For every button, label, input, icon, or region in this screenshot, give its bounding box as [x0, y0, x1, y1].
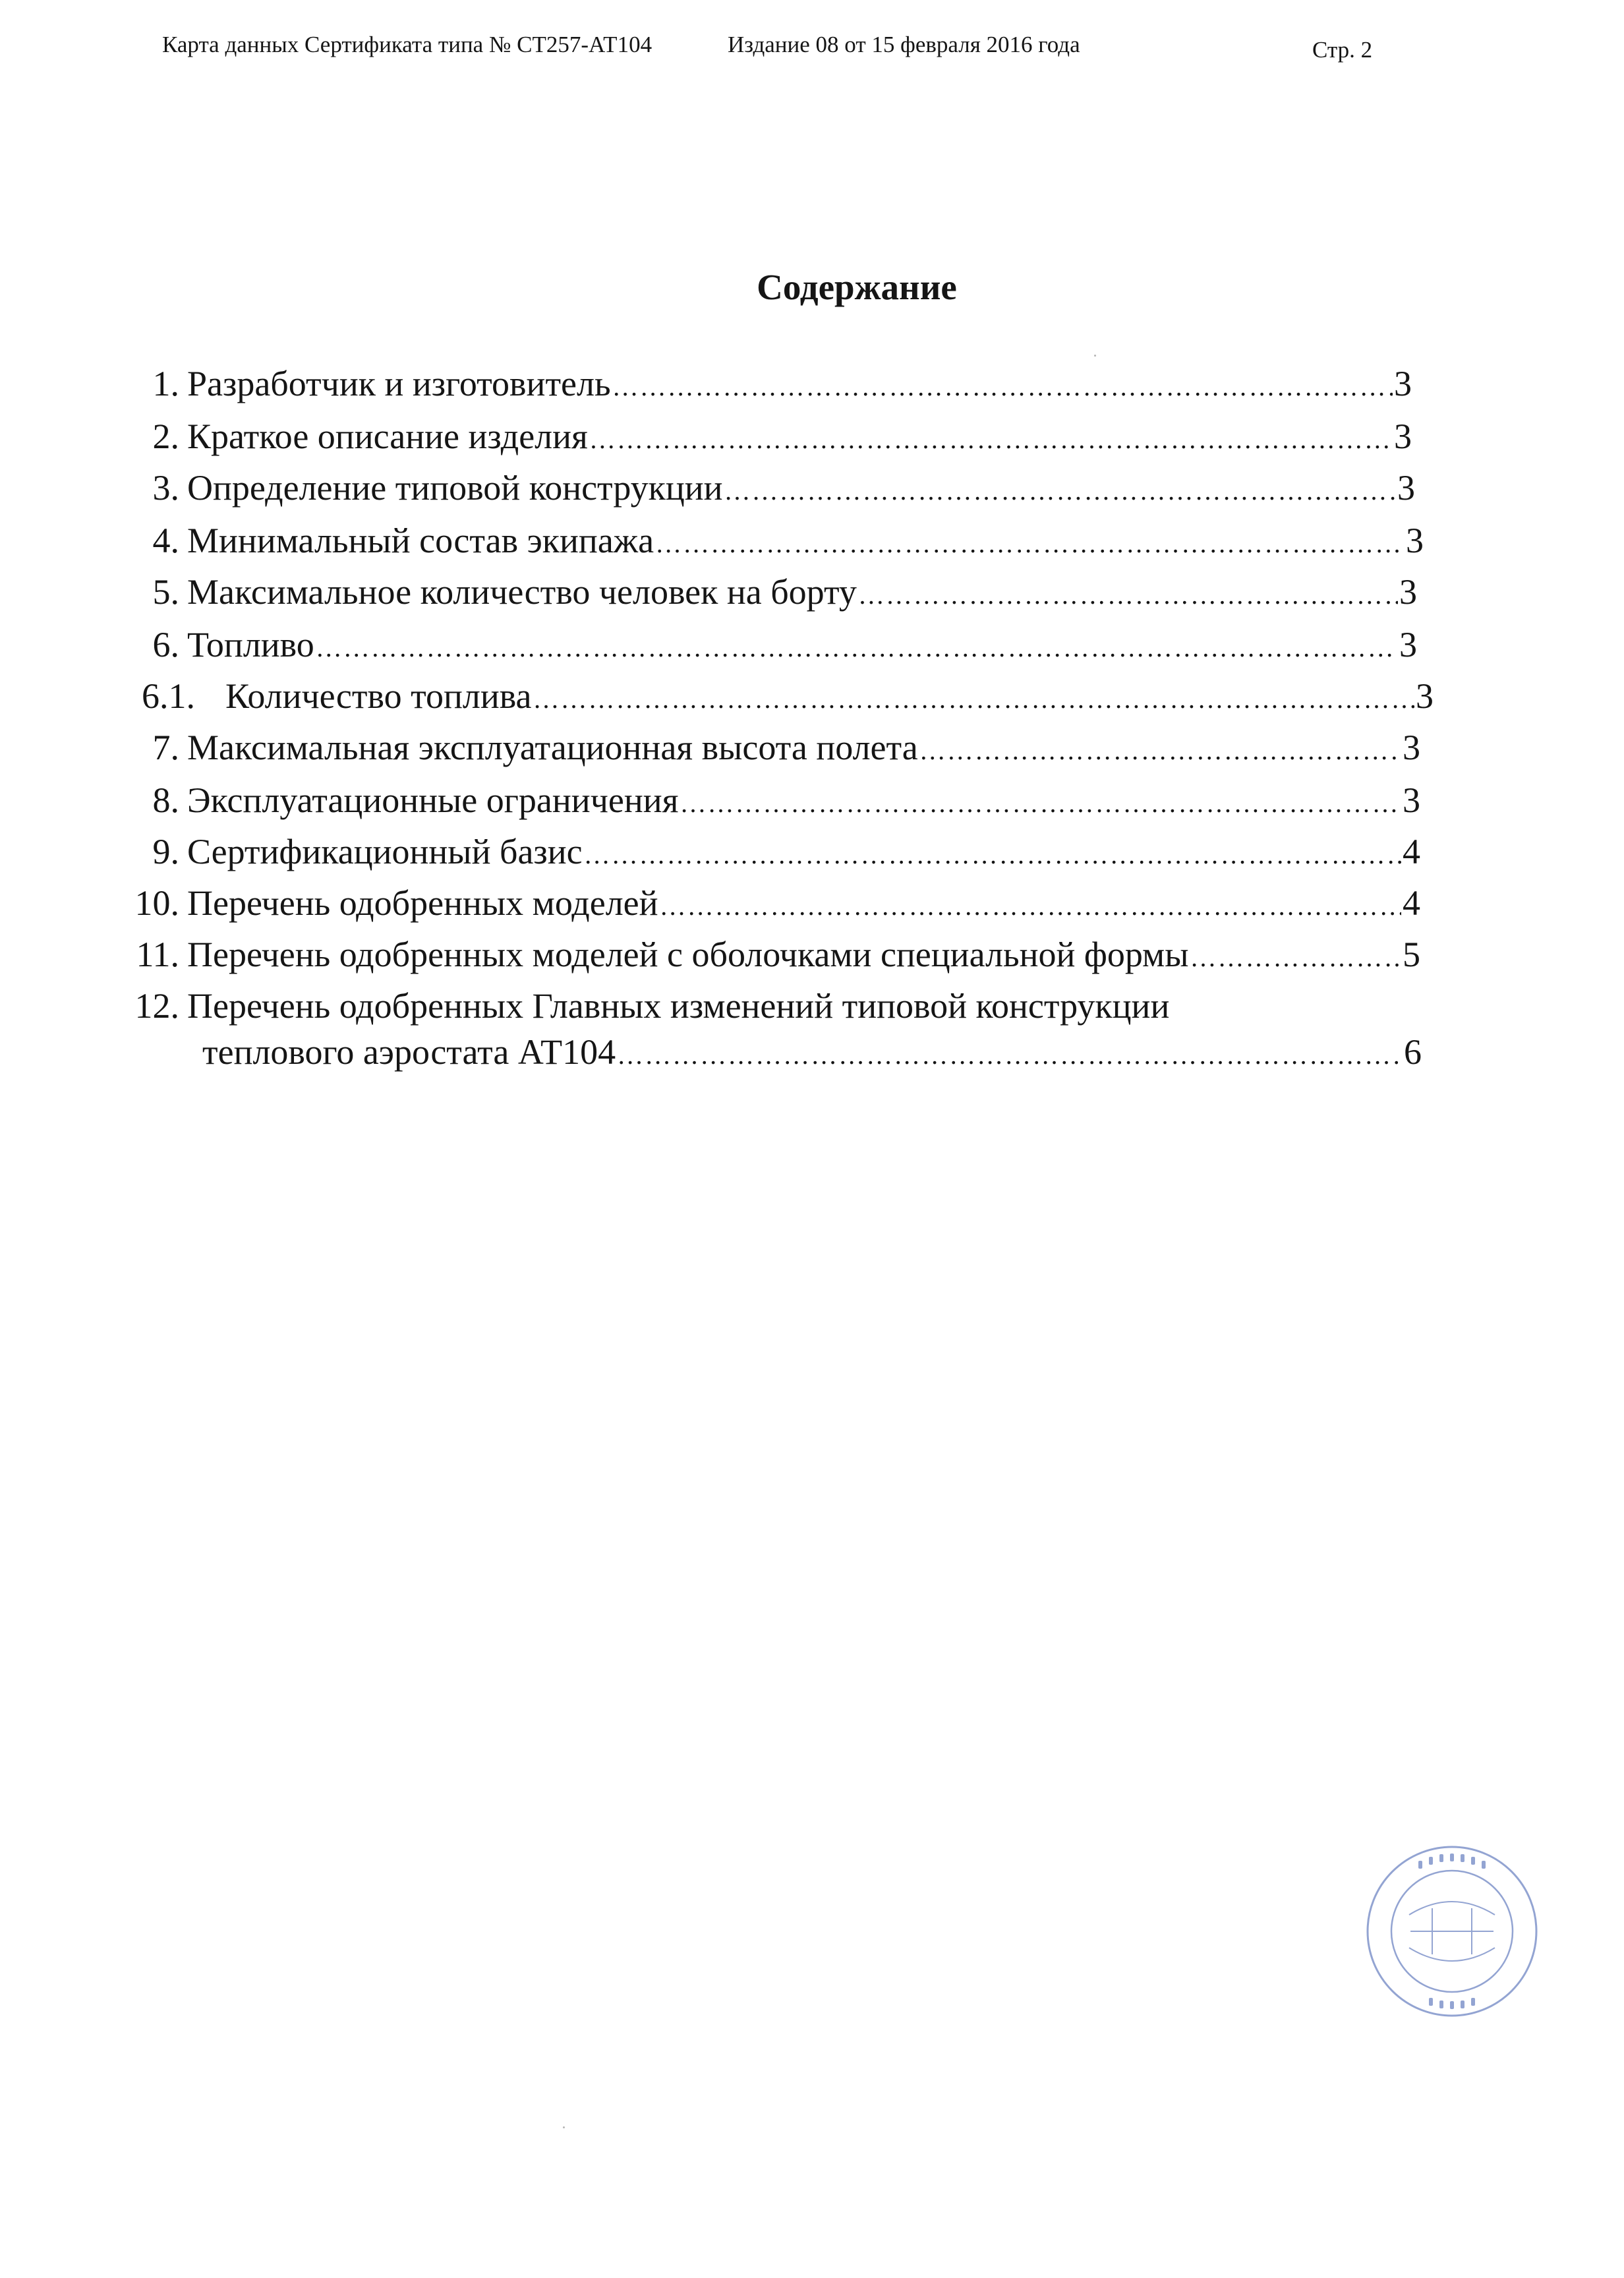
toc-item-title: Эксплуатационные ограничения: [187, 780, 679, 820]
scan-speck: [1094, 355, 1096, 357]
toc-item-title: Перечень одобренных моделей: [187, 883, 658, 923]
page-header: [162, 32, 1381, 65]
toc-dot-leader: [858, 574, 1398, 616]
toc-item-number: 6.1.: [142, 676, 195, 716]
toc-item[interactable]: [127, 624, 1417, 666]
scan-speck: [563, 2126, 565, 2128]
toc-item-number: 4.: [152, 521, 179, 560]
toc-item[interactable]: [127, 571, 1417, 613]
toc-item-title: Разработчик и изготовитель: [187, 364, 611, 403]
toc-item[interactable]: [127, 831, 1420, 873]
toc-heading: Содержание: [757, 267, 957, 307]
toc-dot-leader: [724, 470, 1396, 512]
toc-item-page: 3: [1416, 676, 1434, 716]
toc-item-page: 4: [1403, 883, 1420, 923]
certification-seal-icon: [1363, 1842, 1541, 2020]
toc-dot-leader: [617, 1034, 1403, 1076]
toc-item-page: 3: [1399, 625, 1417, 664]
toc-item-number: 1.: [152, 364, 179, 403]
toc-item[interactable]: [127, 519, 1424, 562]
toc-item-number: 11.: [136, 935, 179, 974]
toc-item-number: 9.: [152, 832, 179, 871]
seal-arc-top: [1409, 1902, 1495, 1915]
toc-dot-leader: [589, 419, 1393, 461]
toc-item-page: 4: [1403, 832, 1420, 871]
toc-dot-leader: [919, 730, 1401, 772]
toc-item-page: 6: [1404, 1032, 1422, 1072]
toc-item-page: 3: [1397, 468, 1415, 508]
toc-item-number: 2.: [152, 417, 179, 456]
toc-item-number: 7.: [152, 728, 179, 767]
header-document-title: Карта данных Сертификата типа № СТ257-АТ104: [162, 32, 652, 57]
toc-item-page: 3: [1394, 364, 1412, 403]
toc-item[interactable]: [127, 467, 1415, 509]
toc-item-title: Топливо: [187, 625, 314, 664]
toc-item-title: Краткое описание изделия: [187, 417, 588, 456]
header-edition: Издание 08 от 15 февраля 2016 года: [728, 32, 1080, 57]
toc-item-title: Определение типовой конструкции: [187, 468, 723, 508]
toc-item-page: 3: [1399, 572, 1417, 612]
toc-item-page: 3: [1394, 417, 1412, 456]
toc-item-title: Максимальная эксплуатационная высота полета: [187, 728, 918, 767]
toc-item[interactable]: [112, 882, 1420, 924]
toc-dot-leader: [612, 366, 1393, 408]
header-page-number: Стр. 2: [1312, 37, 1373, 63]
toc-item[interactable]: [112, 985, 1422, 1077]
toc-item-title: Перечень одобренных моделей с оболочками специальной формы: [187, 935, 1189, 974]
toc-dot-leader: [533, 678, 1414, 720]
toc-item-title: Сертификационный базис: [187, 832, 583, 871]
toc-item[interactable]: [127, 779, 1420, 821]
toc-dot-leader: [680, 782, 1401, 825]
toc-item-title: Количество топлива: [225, 676, 532, 716]
toc-dot-leader: [660, 885, 1401, 927]
toc-item[interactable]: [142, 675, 1434, 717]
toc-item-title: Максимальное количество человек на борту: [187, 572, 857, 612]
table-of-contents: [0, 349, 1624, 1140]
toc-item-number: 10.: [134, 883, 179, 923]
toc-dot-leader: [316, 627, 1398, 669]
toc-item-title: Минимальный состав экипажа: [187, 521, 654, 560]
toc-item-number: 5.: [152, 572, 179, 612]
toc-item-title-line2: теплового аэростата АТ104: [202, 1032, 616, 1072]
toc-item[interactable]: [127, 726, 1420, 769]
toc-item-page: 5: [1403, 935, 1420, 974]
toc-item[interactable]: [112, 933, 1420, 976]
toc-item[interactable]: [127, 363, 1412, 405]
toc-dot-leader: [1190, 937, 1401, 979]
toc-item-page: 3: [1406, 521, 1424, 560]
toc-item-number: 3.: [152, 468, 179, 508]
toc-item[interactable]: [127, 415, 1412, 457]
toc-dot-leader: [655, 523, 1405, 565]
toc-item-number: 6.: [152, 625, 179, 664]
toc-item-number: 12.: [134, 986, 179, 1026]
toc-item-page: 3: [1403, 780, 1420, 820]
toc-item-page: 3: [1403, 728, 1420, 767]
toc-item-number: 8.: [152, 780, 179, 820]
seal-arc-bottom: [1409, 1948, 1495, 1961]
toc-item-title-line1: Перечень одобренных Главных изменений типовой конструкции: [187, 986, 1170, 1026]
toc-dot-leader: [584, 834, 1401, 876]
